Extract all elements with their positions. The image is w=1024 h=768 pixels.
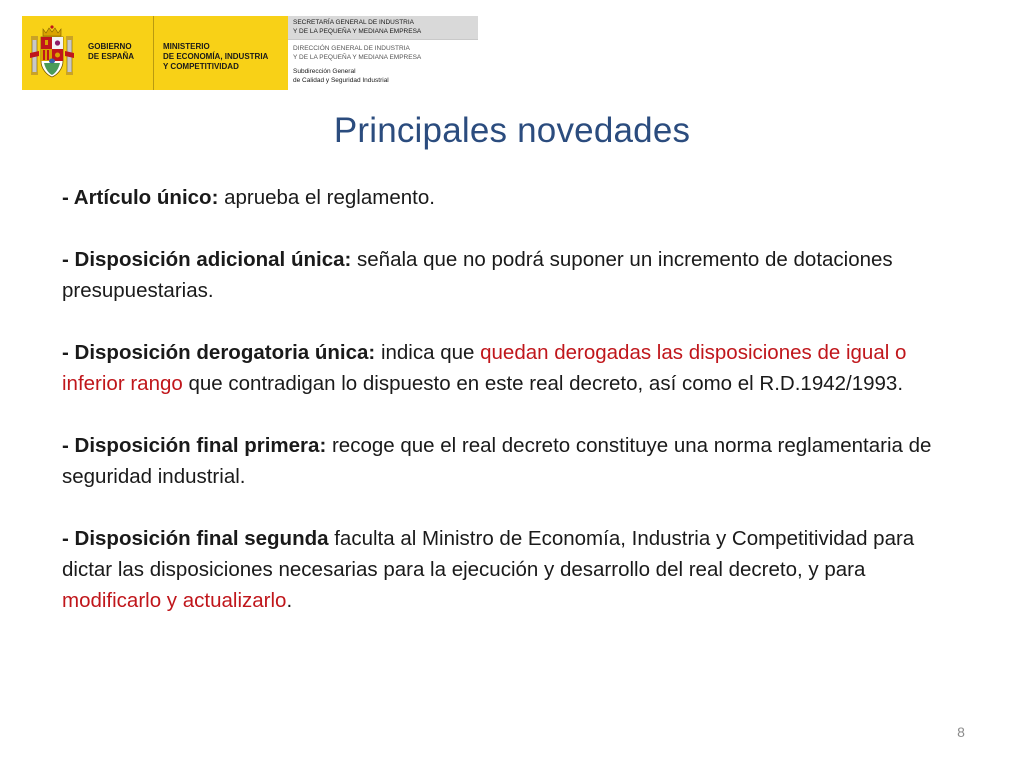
paragraph-heading: - Artículo único: <box>62 186 219 209</box>
government-banner <box>22 16 288 90</box>
paragraph-disposicion-final-primera <box>62 430 962 492</box>
spain-coat-of-arms-icon <box>22 16 82 90</box>
direccion-label: DIRECCIÓN GENERAL DE INDUSTRIA Y DE LA PEQUEÑA Y MEDIANA EMPRESA <box>293 45 422 61</box>
paragraph-text: señala que no podrá suponer un incremento de dotaciones presupuestarias. <box>62 248 893 302</box>
paragraph-articulo-unico <box>62 182 962 213</box>
subdireccion-label: Subdirección General de Calidad y Seguridad Industrial <box>293 68 389 84</box>
paragraph-text: aprueba el reglamento. <box>218 186 435 209</box>
paragraph-highlight: modificarlo y actualizarlo <box>62 589 287 612</box>
department-block <box>288 16 478 90</box>
paragraph-text: indica que <box>375 341 481 364</box>
paragraph-disposicion-adicional <box>62 244 962 306</box>
paragraph-text: recoge que el real decreto constituye una norma reglamentaria de seguridad industrial. <box>62 434 932 488</box>
paragraph-heading: - Disposición final segunda <box>62 527 329 550</box>
paragraph-heading: - Disposición final primera: <box>62 434 327 457</box>
paragraph-heading: - Disposición adicional única: <box>62 248 352 271</box>
paragraph-disposicion-final-segunda <box>62 523 962 616</box>
page-number: 8 <box>957 724 965 740</box>
government-name: GOBIERNO DE ESPAÑA <box>82 16 154 90</box>
secretaria-label: SECRETARÍA GENERAL DE INDUSTRIA Y DE LA PEQUEÑA Y MEDIANA EMPRESA <box>288 16 478 40</box>
paragraph-heading: - Disposición derogatoria única: <box>62 341 376 364</box>
paragraph-text: que contradigan lo dispuesto en este real decreto, así como el R.D.1942/1993. <box>182 372 904 395</box>
ministry-name: MINISTERIO DE ECONOMÍA, INDUSTRIA Y COMPETITIVIDAD <box>163 42 269 71</box>
slide-body <box>62 182 962 616</box>
slide-title: Principales novedades <box>333 111 691 150</box>
paragraph-text: . <box>286 589 293 612</box>
paragraph-disposicion-derogatoria <box>62 337 962 399</box>
paragraph-text: faculta al Ministro de Economía, Industria y Competitividad para dictar las disposiciones necesarias para la ejecución y desarrollo del real decreto, y para <box>62 527 915 581</box>
paragraph-highlight: quedan derogadas las disposiciones de igual o inferior rango <box>62 341 907 395</box>
